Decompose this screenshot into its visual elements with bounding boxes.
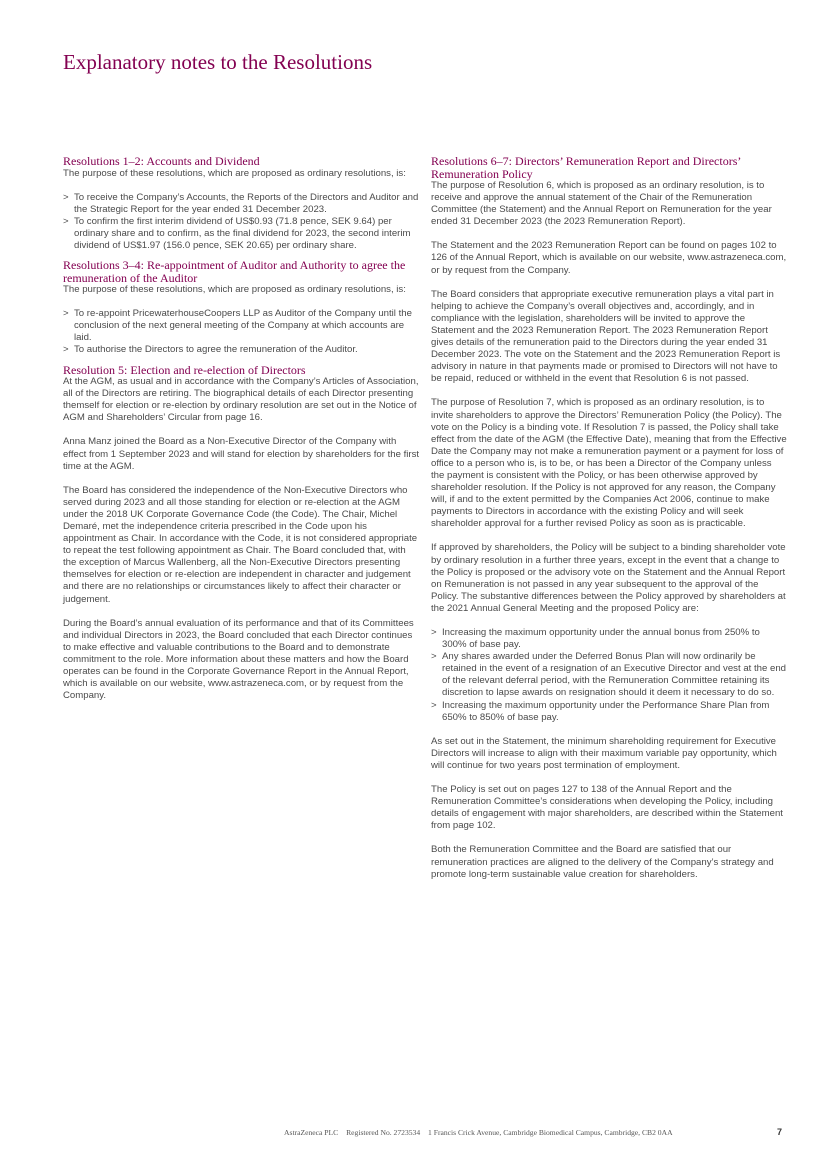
list-item: > To receive the Company’s Accounts, the Reports of the Directors and Auditor and the Strategic Report for the year ended 31 December 2023. (63, 191, 419, 215)
section-heading: Resolutions 6–7: Directors’ Remuneration Report and Directors’ Remuneration Policy (431, 154, 741, 181)
paragraph: Anna Manz joined the Board as a Non-Executive Director of the Company with effect from 1 September 2023 and will stand for election by shareholders for the first time at the AGM. (63, 436, 420, 472)
paragraph: At the AGM, as usual and in accordance with the Company’s Articles of Association, all of the Directors are retiring. The biographical details of each Director presenting themself for election or re-election by ordinary resolution are set out in the Notice of AGM and Shareholders’ Circular from page 16. (63, 376, 419, 424)
section-intro: The purpose of these resolutions, which are proposed as ordinary resolutions, is: (63, 284, 406, 296)
list-item: > To re-appoint PricewaterhouseCoopers LLP as Auditor of the Company until the conclusion of the next general meeting of the Company at which accounts are laid. (63, 308, 412, 344)
left-column (63, 155, 420, 702)
list-item: > Increasing the maximum opportunity under the Performance Share Plan from 650% to 850% of base pay. (431, 699, 770, 723)
right-column (431, 155, 787, 881)
section-directors-election (63, 364, 420, 703)
paragraph: If approved by shareholders, the Policy will be subject to a binding shareholder vote by ordinary resolution in a further three years, except in the event that a change to the Policy is proposed or the advisory vote on the Statement and the Annual Report on Remuneration is not passed in any year subsequent to the approval of the Policy. The substantive differences between the Policy approved by shareholders at the 2021 Annual General Meeting and the proposed Policy are: (431, 542, 786, 614)
section-accounts-dividend (63, 155, 420, 252)
list-item: > Increasing the maximum opportunity under the annual bonus from 250% to 300% of base pay. (431, 627, 760, 651)
bullet-marker: > (63, 191, 69, 203)
bullet-list (63, 308, 420, 356)
paragraph: The Board considers that appropriate executive remuneration plays a vital part in helping to achieve the Company’s overall objectives and, accordingly, and in compliance with the legislation, shareholders will be invited to approve the Statement and the 2023 Remuneration Report. The 2023 Remuneration Report gives details of the remuneration paid to the Directors during the year ended 31 December 2023. The vote on the Statement and the 2023 Remuneration Report is advisory in nature in that payments made or promised to Directors will not have to be repaid, reduced or withheld in the event that Resolution 6 is not passed. (431, 288, 781, 385)
list-item: > Any shares awarded under the Deferred Bonus Plan will now ordinarily be retained in the event of a resignation of an Executive Director and vest at the end of the relevant deferral period, with the Remuneration Committee retaining its discretion to lapse awards on resignation should it deem it necessary to do so. (431, 651, 786, 699)
section-intro: The purpose of these resolutions, which are proposed as ordinary resolutions, is: (63, 167, 406, 179)
paragraph: The Board has considered the independence of the Non-Executive Directors who served during 2023 and all those standing for election or re-election at the AGM under the 2018 UK Corporate Governance Code (the Code). The Chair, Michel Demaré, met the independence criteria prescribed in the Code upon his appointment as Chair. In accordance with the Code, it is not considered appropriate to repeat the test following appointment as Chair. The Board concluded that, with the exception of Marcus Wallenberg, all the Non-Executive Directors presenting themselves for election or re-election are independent in character and judgement and there are no relationships or circumstances likely to affect their character or judgement. (63, 484, 418, 605)
bullet-marker: > (431, 699, 437, 711)
paragraph: The purpose of Resolution 7, which is proposed as an ordinary resolution, is to invite shareholders to approve the Directors’ Remuneration Policy (the Policy). The vote on the Policy is a binding vote. If Resolution 7 is passed, the Policy shall take effect from the date of the AGM (the Effective Date), meaning that from the Effective Date the Company may not make a remuneration payment or a payment for loss of office to a person who is, is to be, or has been a Director of the Company unless the payment is consistent with the Policy, or has been otherwise approved by shareholder resolution. If the Policy is not approved for any reason, the Company will, if and to the extent permitted by the Companies Act 2006, continue to make payments to Directors in accordance with the existing Policy and will seek shareholder approval for a further revised Policy as soon as is practicable. (431, 397, 787, 530)
section-remuneration (431, 155, 787, 881)
section-auditor (63, 259, 420, 356)
footer-company: AstraZeneca PLC (284, 1128, 339, 1137)
paragraph: Both the Remuneration Committee and the Board are satisfied that our remuneration practices are aligned to the delivery of the Company’s strategy and promote long-term sustainable value creation for shareholders. (431, 844, 774, 880)
bullet-marker: > (63, 308, 69, 320)
section-heading: Resolution 5: Election and re-election of Directors (63, 362, 306, 377)
list-item: > To confirm the first interim dividend of US$0.93 (71.8 pence, SEK 9.64) per ordinary share and to confirm, as the final dividend for 2023, the second interim dividend of US$1.97 (156.0 pence, SEK 20.65) per ordinary share. (63, 215, 411, 251)
paragraph: The Policy is set out on pages 127 to 138 of the Annual Report and the Remuneration Committee’s considerations when developing the Policy, including details of engagement with major shareholders, are described within the Statement from page 102. (431, 784, 783, 832)
paragraph: The purpose of Resolution 6, which is proposed as an ordinary resolution, is to receive and approve the annual statement of the Chair of the Remuneration Committee (the Statement) and the Annual Report on Remuneration for the year ended 31 December 2023 (the 2023 Remuneration Report). (431, 180, 772, 228)
paragraph: During the Board’s annual evaluation of its performance and that of its Committees and individual Directors in 2023, the Board concluded that each Director continues to make effective and valuable contributions to the Board and to demonstrate commitment to the role. More information about these matters and how the Board operates can be found in the Corporate Governance Report in the Annual Report, which is available on our website, www.astrazeneca.com, or by request from the Company. (63, 617, 414, 702)
footer-registered: Registered No. 2723534 (346, 1128, 421, 1137)
bullet-marker: > (63, 344, 69, 356)
list-item: > To authorise the Directors to agree the remuneration of the Auditor. (63, 344, 358, 356)
bullet-list (63, 192, 420, 252)
bullet-list (431, 627, 787, 724)
section-heading: Resolutions 3–4: Re-appointment of Auditor and Authority to agree the remuneration of the Auditor (63, 258, 406, 285)
bullet-marker: > (63, 215, 69, 227)
paragraph: As set out in the Statement, the minimum shareholding requirement for Executive Directors will increase to align with their maximum variable pay opportunity, which will continue for two years post termination of employment. (431, 735, 777, 771)
page-number: 7 (777, 1127, 783, 1137)
section-heading: Resolutions 1–2: Accounts and Dividend (63, 154, 260, 168)
page-title: Explanatory notes to the Resolutions (63, 50, 373, 74)
page-footer (284, 1128, 679, 1137)
footer-address: 1 Francis Crick Avenue, Cambridge Biomedical Campus, Cambridge, CB2 0AA (428, 1128, 673, 1137)
bullet-marker: > (431, 627, 437, 638)
bullet-marker: > (431, 651, 437, 663)
paragraph: The Statement and the 2023 Remuneration Report can be found on pages 102 to 126 of the Annual Report, which is available on our website, www.astrazeneca.com, or by request from the Company. (431, 240, 787, 276)
